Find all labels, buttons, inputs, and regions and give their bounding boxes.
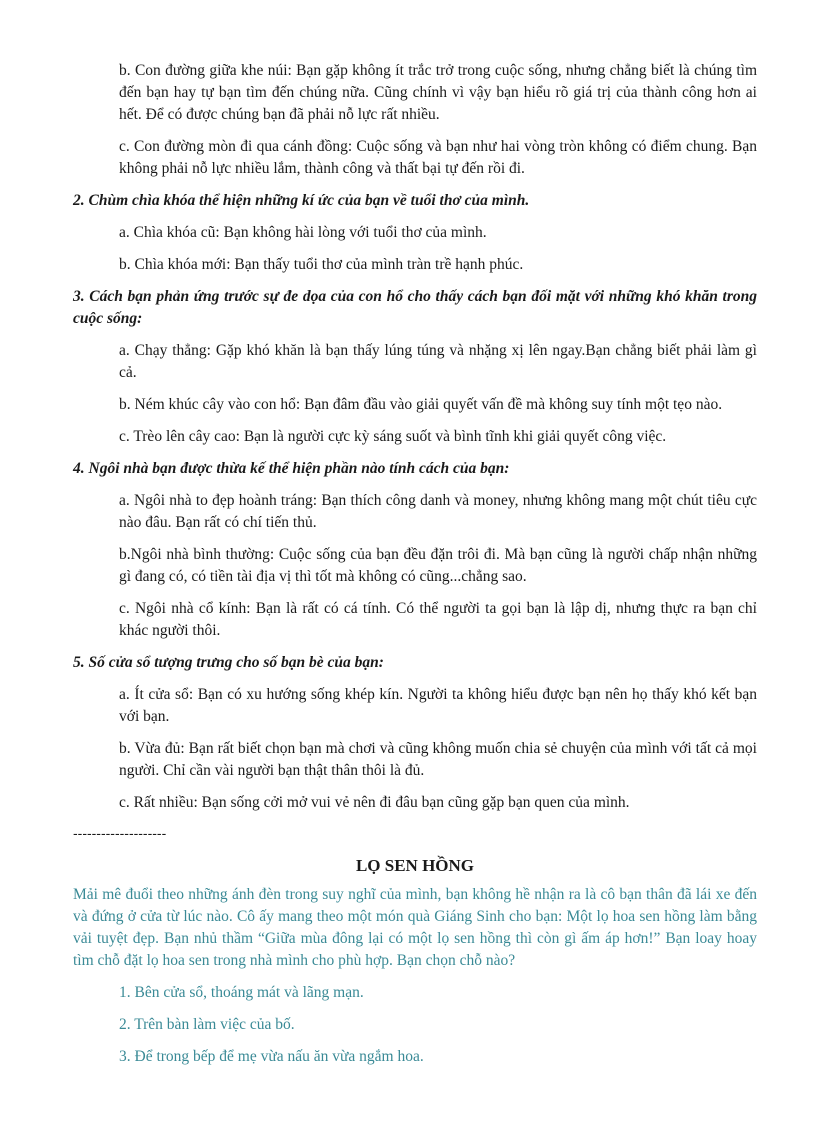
answer-5b: b. Vừa đủ: Bạn rất biết chọn bạn mà chơi và cũng không muốn chia sẻ chuyện của mình với tất cả mọi người. Chỉ cần vài người bạn thật thân thôi là đủ. bbox=[119, 740, 757, 779]
answer-5c: c. Rất nhiều: Bạn sống cởi mở vui vẻ nên đi đâu bạn cũng gặp bạn quen của mình. bbox=[119, 794, 630, 811]
answer-3b: b. Ném khúc cây vào con hổ: Bạn đâm đầu vào giải quyết vấn đề mà không suy tính một tẹo nào. bbox=[119, 396, 723, 413]
story-option-1: 1. Bên cửa sổ, thoáng mát và lãng mạn. bbox=[119, 984, 364, 1001]
answer-1b: b. Con đường giữa khe núi: Bạn gặp không ít trắc trở trong cuộc sống, nhưng chẳng biết là chúng tìm đến bạn hay tự bạn tìm đến chúng nữa. Cũng chính vì vậy bạn hiểu rõ giá trị của thành công hơn ai hết. Để có được chúng bạn đã phải nỗ lực rất nhiều. bbox=[119, 62, 757, 123]
question-4-heading: 4. Ngôi nhà bạn được thừa kế thể hiện phần nào tính cách của bạn: bbox=[73, 460, 510, 477]
answer-3c: c. Trèo lên cây cao: Bạn là người cực kỳ sáng suốt và bình tĩnh khi giải quyết công việc. bbox=[119, 428, 667, 445]
story-intro: Mải mê đuổi theo những ánh đèn trong suy nghĩ của mình, bạn không hề nhận ra là cô bạn thân đã lái xe đến và đứng ở cửa từ lúc nào. Cô ấy mang theo một món quà Giáng Sinh cho bạn: Một lọ hoa sen hồng làm bằng vải tuyệt đẹp. Bạn nhủ thầm “Giữa mùa đông lại có một lọ sen hồng thì còn gì ấm áp hơn!” Bạn loay hoay tìm chỗ đặt lọ hoa sen trong nhà mình cho phù hợp. Bạn chọn chỗ nào? bbox=[73, 886, 757, 969]
section-divider: -------------------- bbox=[73, 825, 167, 841]
answer-4b: b.Ngôi nhà bình thường: Cuộc sống của bạn đều đặn trôi đi. Mà bạn cũng là người chấp nhận những gì đang có, có tiền tài địa vị thì tốt mà không có cũng...chẳng sao. bbox=[119, 546, 757, 585]
answer-5a: a. Ít cửa sổ: Bạn có xu hướng sống khép kín. Người ta không hiểu được bạn nên họ thấy khó kết bạn với bạn. bbox=[119, 686, 757, 725]
answer-3a: a. Chạy thẳng: Gặp khó khăn là bạn thấy lúng túng và nhặng xị lên ngay.Bạn chẳng biết phải làm gì cả. bbox=[119, 342, 757, 381]
story-option-3: 3. Để trong bếp để mẹ vừa nấu ăn vừa ngắm hoa. bbox=[119, 1048, 424, 1065]
answer-2b: b. Chìa khóa mới: Bạn thấy tuổi thơ của mình tràn trề hạnh phúc. bbox=[119, 256, 524, 273]
question-2-heading: 2. Chùm chìa khóa thể hiện những kí ức của bạn về tuổi thơ của mình. bbox=[73, 192, 530, 209]
document-content bbox=[73, 60, 757, 1078]
answer-1c: c. Con đường mòn đi qua cánh đồng: Cuộc sống và bạn như hai vòng tròn không có điểm chung. Bạn không phải nỗ lực nhiều lắm, thành công và thất bại tự đến rồi đi. bbox=[119, 138, 757, 177]
question-3-heading: 3. Cách bạn phản ứng trước sự đe dọa của con hổ cho thấy cách bạn đối mặt với những khó khăn trong cuộc sống: bbox=[73, 288, 757, 327]
answer-4a: a. Ngôi nhà to đẹp hoành tráng: Bạn thích công danh và money, nhưng không mang một chút tiêu cực nào đâu. Bạn rất có chí tiến thủ. bbox=[119, 492, 757, 531]
answer-2a: a. Chìa khóa cũ: Bạn không hài lòng với tuổi thơ của mình. bbox=[119, 224, 487, 241]
answer-4c: c. Ngôi nhà cổ kính: Bạn là rất có cá tính. Có thể người ta gọi bạn là lập dị, nhưng thực ra bạn chỉ khác người thôi. bbox=[119, 600, 757, 639]
story-title: LỌ SEN HỒNG bbox=[355, 856, 475, 875]
story-option-2: 2. Trên bàn làm việc của bố. bbox=[119, 1016, 295, 1033]
question-5-heading: 5. Số cửa sổ tượng trưng cho số bạn bè của bạn: bbox=[73, 654, 384, 671]
